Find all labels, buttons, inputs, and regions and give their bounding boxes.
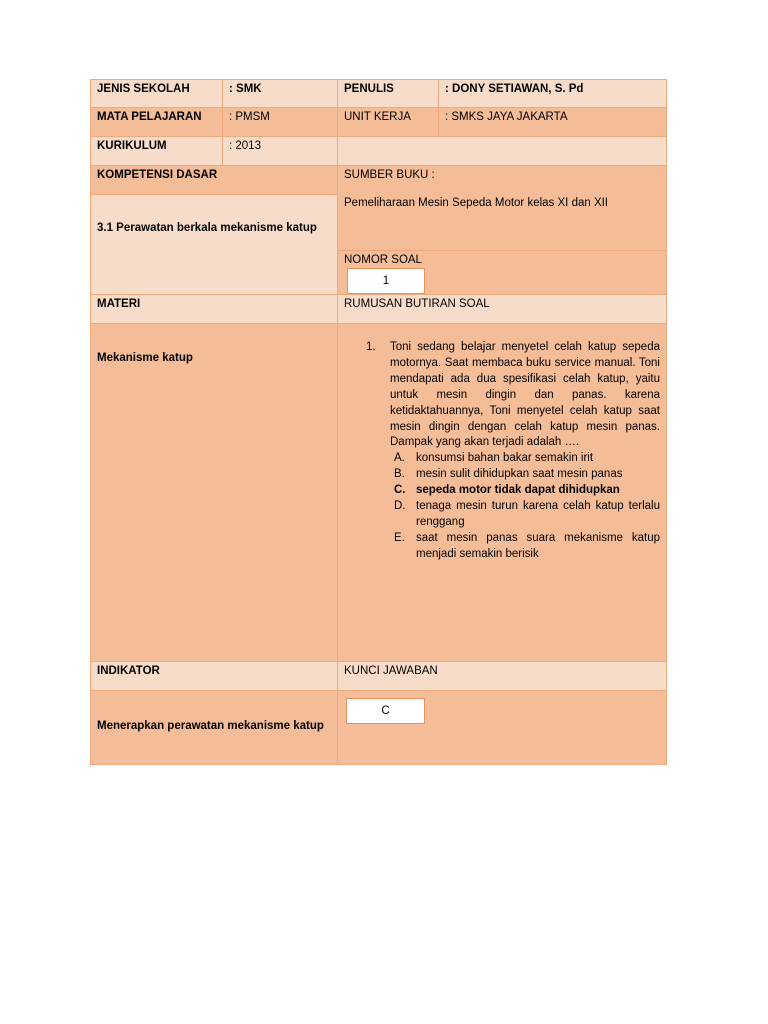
nomor-soal-label: NOMOR SOAL <box>344 254 422 266</box>
sumber-buku-cell <box>337 165 667 251</box>
question-number: 1. <box>366 341 376 353</box>
option-d <box>390 499 660 531</box>
mata-pelajaran-value: : PMSM <box>222 107 338 137</box>
jenis-sekolah-value: : SMK <box>222 79 338 108</box>
question-stem: Toni sedang belajar menyetel celah katup sepeda motornya. Saat membaca buku service manual. Toni mendapati ada dua spesifikasi celah katup, yaitu untuk mesin dingin dan panas. karena ketidaktahuannya, Toni menyetel celah katup saat mesin dingin dengan celah katup mesin panas. Dampak yang akan terjadi adalah …. <box>390 341 660 449</box>
indikator-label: INDIKATOR <box>90 661 338 691</box>
penulis-value: : DONY SETIAWAN, S. Pd <box>438 79 667 108</box>
penulis-label: PENULIS <box>337 79 439 108</box>
option-letter: A. <box>394 452 405 465</box>
jenis-sekolah-label: JENIS SEKOLAH <box>90 79 223 108</box>
option-letter: C. <box>394 484 406 497</box>
option-text: mesin sulit dihidupkan saat mesin panas <box>416 468 623 481</box>
option-a <box>390 451 660 467</box>
option-text: konsumsi bahan bakar semakin irit <box>416 452 594 465</box>
sumber-buku-label: SUMBER BUKU : <box>344 169 435 181</box>
option-c-correct <box>390 483 660 499</box>
option-letter: B. <box>394 468 405 481</box>
kunci-jawaban-box: C <box>346 698 425 724</box>
indikator-value: Menerapkan perawatan mekanisme katup <box>90 690 338 765</box>
unit-kerja-label: UNIT KERJA <box>337 107 439 137</box>
option-letter: E. <box>394 531 405 544</box>
option-b <box>390 467 660 483</box>
option-text: sepeda motor tidak dapat dihidupkan <box>416 484 620 497</box>
kunci-jawaban-label: KUNCI JAWABAN <box>337 661 667 691</box>
option-text: tenaga mesin turun karena celah katup terlalu renggang <box>416 500 660 528</box>
nomor-soal-box: 1 <box>347 268 425 294</box>
kompetensi-dasar-value: 3.1 Perawatan berkala mekanisme katup <box>90 194 338 295</box>
rumusan-label: RUMUSAN BUTIRAN SOAL <box>337 294 667 324</box>
kompetensi-dasar-label: KOMPETENSI DASAR <box>90 165 338 195</box>
kurikulum-label: KURIKULUM <box>90 136 223 166</box>
unit-kerja-value: : SMKS JAYA JAKARTA <box>438 107 667 137</box>
kurikulum-value: : 2013 <box>222 136 338 166</box>
mata-pelajaran-label: MATA PELAJARAN <box>90 107 223 137</box>
option-e <box>390 531 660 563</box>
sumber-buku-value: Pemeliharaan Mesin Sepeda Motor kelas XI dan XII <box>344 197 609 209</box>
materi-value: Mekanisme katup <box>90 323 338 662</box>
materi-label: MATERI <box>90 294 338 324</box>
option-text: saat mesin panas suara mekanisme katup menjadi semakin berisik <box>416 531 660 560</box>
option-letter: D. <box>394 500 406 513</box>
question-item <box>352 340 660 563</box>
empty-cell <box>337 136 667 166</box>
